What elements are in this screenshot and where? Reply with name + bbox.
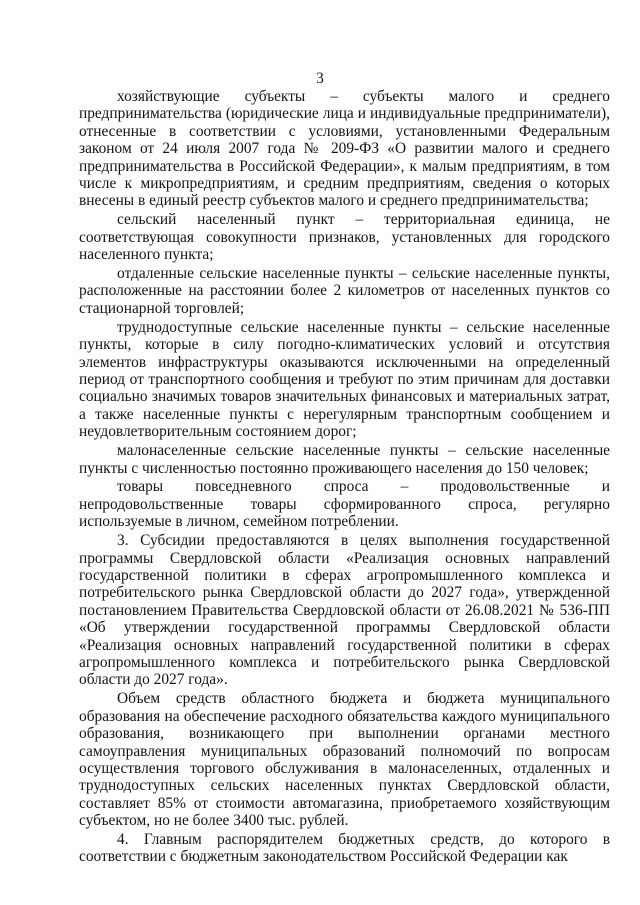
funding-volume-paragraph: Объем средств областного бюджета и бюджета муниципального образования на обеспечение расходного обязательства каждого муниципального образования, возникающего при выполнении органами местного самоуправления муниципальных образований полномочий по вопросам осуществления торгового обслуживания в малонаселенных, отдаленных и труднодоступных сельских населенных пунктах Свердловской области, составляет 85% от стоимости автомагазина, приобретаемого хозяйствующим субъектом, но не более 3400 тыс. рублей.: [79, 690, 610, 830]
definition-remote-settlements: отдаленные сельские населенные пункты – сельские населенные пункты, расположенные на расстоянии более 2 километров от населенных пунктов со стационарной торговлей;: [79, 265, 610, 317]
page-number: 3: [316, 70, 324, 87]
definition-everyday-goods: товары повседневного спроса – продовольственные и непродовольственные товары сформированного спроса, регулярно используемые в личном, семейном потреблении.: [79, 478, 610, 531]
clause-3-subsidy-purpose: 3. Субсидии предоставляются в целях выполнения государственной программы Свердловской области «Реализация основных направлений государственной политики в сферах агропромышленного комплекса и потребительского рынка Свердловской области до 2027 года», утвержденной постановлением Правительства Свердловской области от 26.08.2021 № 536-ПП «Об утверждении государственной программы Свердловской области «Реализация основных направлений государственной политики в сферах агропромышленного комплекса и потребительского рынка Свердловской области до 2027 года».: [79, 532, 610, 689]
definition-sparsely-populated-settlements: малонаселенные сельские населенные пункты – сельские населенные пункты с численностью постоянно проживающего населения до 150 человек;: [79, 442, 610, 477]
definition-hard-to-reach-settlements: труднодоступные сельские населенные пункты – сельские населенные пункты, которые в силу погодно-климатических условий и отсутствия элементов инфраструктуры оказываются исключенными на определенный период от транспортного сообщения и требуют по этим причинам для доставки социально значимых товаров значительных финансовых и материальных затрат, а также населенные пункты с нерегулярным транспортным сообщением и неудовлетворительным состоянием дорог;: [79, 318, 610, 441]
definition-business-entities: хозяйствующие субъекты – субъекты малого и среднего предпринимательства (юридические лица и индивидуальные предприниматели), отнесенные в соответствии с условиями, установленными Федеральным законом от 24 июля 2007 года № 209-ФЗ «О развитии малого и среднего предпринимательства в Российской Федерации», к малым предприятиям, в том числе к микропредприятиям, и средним предприятиям, сведения о которых внесены в единый реестр субъектов малого и среднего предпринимательства;: [79, 88, 610, 210]
document-body: [79, 88, 610, 867]
clause-4-budget-administrator: 4. Главным распорядителем бюджетных средств, до которого в соответствии с бюджетным законодательством Российской Федерации как: [79, 831, 610, 866]
definition-rural-settlement: сельский населенный пункт – территориальная единица, не соответствующая совокупности признаков, установленных для городского населенного пункта;: [79, 211, 610, 264]
